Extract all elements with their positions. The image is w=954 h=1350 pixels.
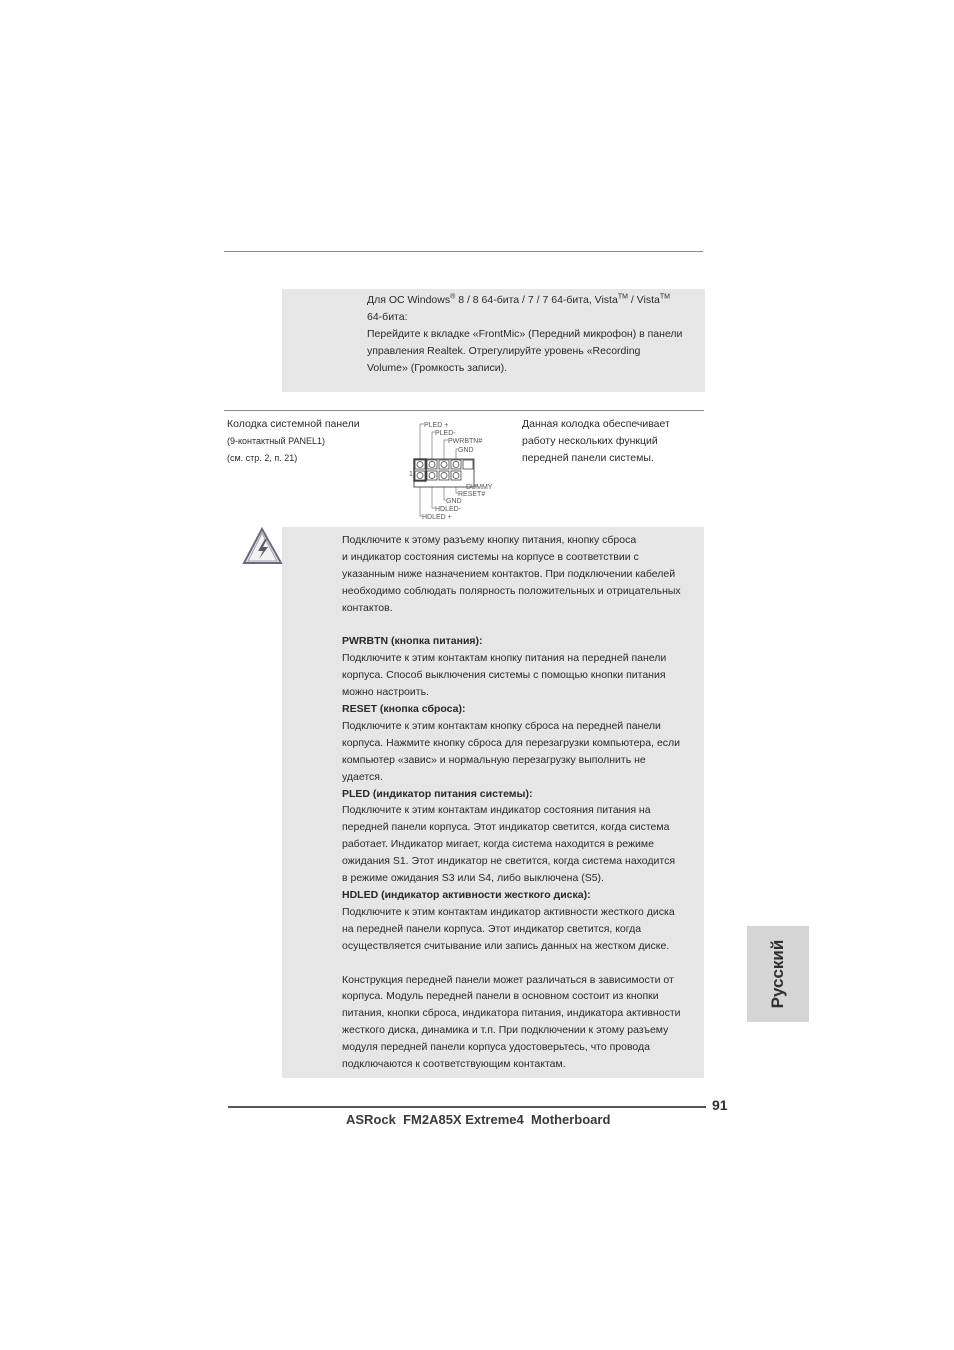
main-text-column xyxy=(342,532,681,1073)
footer-rule xyxy=(228,1106,706,1108)
intro-line-2: и индикатор состояния системы на корпусе в соответствии с xyxy=(342,550,639,563)
top-divider xyxy=(224,251,703,252)
pin-label-pled-minus: PLED- xyxy=(435,430,456,437)
reset-heading: RESET (кнопка сброса): xyxy=(342,703,466,716)
realtek-note-line1: Для ОС Windows® 8 / 8 64-бита / 7 / 7 64-бита, Vista™ / Vista™ xyxy=(367,293,670,306)
panel-header-sub1: (9-контактный PANEL1) xyxy=(227,436,326,446)
hdled-heading: HDLED (индикатор активности жесткого диска): xyxy=(342,889,591,902)
closing-line-6: подключаются к соответствующим контактам. xyxy=(342,1058,566,1071)
pled-line-2: передней панели корпуса. Этот индикатор светится, когда система xyxy=(342,821,670,834)
pwrbtn-line-2: корпуса. Способ выключения системы с помощью кнопки питания xyxy=(342,669,666,682)
panel-header-title: Колодка системной панели xyxy=(227,418,360,430)
pin-label-hdled-minus: HDLED- xyxy=(435,506,462,513)
reset-line-2: корпуса. Нажмите кнопку сброса для перезагрузки компьютера, если xyxy=(342,736,681,749)
pled-line-1: Подключите к этим контактам индикатор состояния питания на xyxy=(342,804,651,817)
panel-header-sub2: (см. стр. 2, п. 21) xyxy=(227,453,298,463)
hdled-line-1: Подключите к этим контактам индикатор активности жесткого диска xyxy=(342,905,675,918)
hdled-line-3: осуществляется считывание или запись данных на жестком диске. xyxy=(342,939,670,952)
pin-label-reset: RESET# xyxy=(458,491,486,498)
language-side-tab-label: Русский xyxy=(768,939,787,1009)
panel1-pin-diagram xyxy=(408,418,498,522)
pin-label-pled-plus: PLED + xyxy=(424,422,449,429)
pin-label-hdled-plus: HDLED + xyxy=(422,514,452,521)
intro-line-1: Подключите к этому разъему кнопку питания, кнопку сброса xyxy=(342,534,637,546)
page-number: 91 xyxy=(712,1097,728,1113)
pled-line-3: работает. Индикатор мигает, когда система находится в режиме xyxy=(342,838,654,851)
pled-line-5: в режиме ожидания S3 или S4, либо выключена (S5). xyxy=(342,872,604,885)
realtek-note-line3: Перейдите к вкладке «FrontMic» (Передний микрофон) в панели xyxy=(367,328,683,340)
realtek-note-line4: управления Realtek. Отрегулируйте уровень «Recording xyxy=(367,345,641,357)
panel-desc-line3: передней панели системы. xyxy=(522,452,654,464)
pin-label-dummy: DUMMY xyxy=(466,484,493,491)
warning-lightning-icon xyxy=(242,526,284,566)
pled-heading: PLED (индикатор питания системы): xyxy=(342,787,533,800)
panel-desc-line2: работу нескольких функций xyxy=(522,435,658,447)
intro-line-5: контактов. xyxy=(342,601,393,614)
panel-desc-line1: Данная колодка обеспечивает xyxy=(522,418,670,430)
pin-label-gnd-bottom: GND xyxy=(446,498,462,505)
intro-line-4: необходимо соблюдать полярность положительных и отрицательных xyxy=(342,584,681,597)
realtek-note-line5: Volume» (Громкость записи). xyxy=(367,362,508,374)
hdled-line-2: на передней панели корпуса. Этот индикатор светится, когда xyxy=(342,922,642,935)
closing-line-5: модуля передней панели корпуса удостоверьтесь, что провода xyxy=(342,1041,651,1054)
pin-one-label: 1 xyxy=(409,471,413,478)
footer-product: ASRock FM2A85X Extreme4 Motherboard xyxy=(346,1112,611,1127)
reset-line-1: Подключите к этим контактам кнопку сброса на передней панели xyxy=(342,719,661,732)
pled-line-4: ожидания S1. Этот индикатор не светится, когда система находится xyxy=(342,855,676,868)
closing-line-4: жесткого диска, динамика и т.п. При подключении к этому разъему xyxy=(342,1024,669,1037)
pwrbtn-line-1: Подключите к этим контактам кнопку питания на передней панели xyxy=(342,652,667,665)
section-divider xyxy=(224,410,704,411)
reset-line-3: компьютер «завис» и нормальную перезагрузку выполнить не xyxy=(342,753,646,766)
pwrbtn-line-3: можно настроить. xyxy=(342,686,429,699)
language-side-tab xyxy=(747,926,809,1022)
reset-line-4: удается. xyxy=(342,770,383,783)
closing-line-3: питания, кнопки сброса, индикатора питания, индикатора активности xyxy=(342,1007,681,1020)
closing-line-1: Конструкция передней панели может различаться в зависимости от xyxy=(342,973,674,986)
closing-line-2: корпуса. Модуль передней панели в основном состоит из кнопки xyxy=(342,990,659,1003)
pwrbtn-heading: PWRBTN (кнопка питания): xyxy=(342,635,483,648)
pin-label-gnd-top: GND xyxy=(458,447,474,454)
realtek-note-line2: 64-бита: xyxy=(367,311,408,323)
pin-label-pwrbtn: PWRBTN# xyxy=(448,438,483,445)
intro-line-3: указанным ниже назначением контактов. При подключении кабелей xyxy=(342,567,676,580)
